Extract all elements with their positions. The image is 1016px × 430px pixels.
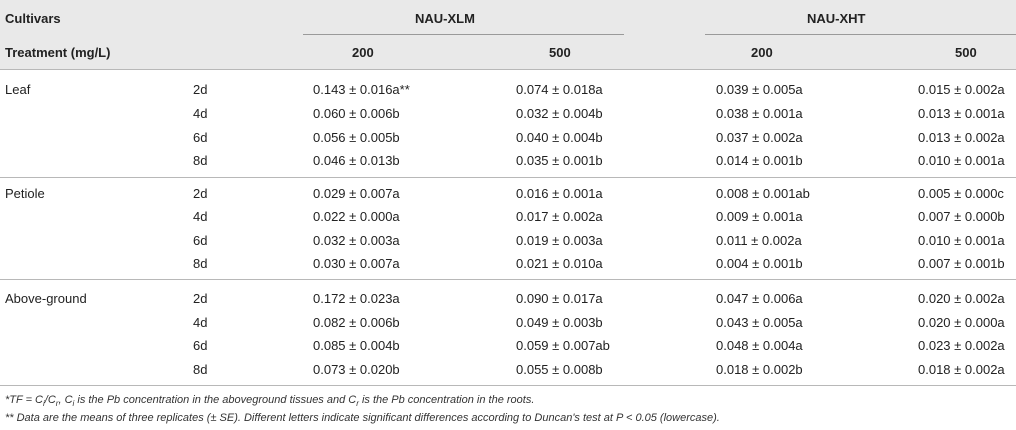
cell-value: 0.143 ± 0.016a** <box>313 82 410 97</box>
cell-value: 0.007 ± 0.000b <box>918 209 1005 224</box>
treatment-header: Treatment (mg/L) <box>5 45 111 60</box>
cell-value: 0.060 ± 0.006b <box>313 106 400 121</box>
group-header-nau-xht: NAU-XHT <box>807 11 866 26</box>
cultivars-header: Cultivars <box>5 11 61 26</box>
conc-header-xlm-500: 500 <box>549 45 571 60</box>
cell-value: 0.017 ± 0.002a <box>516 209 603 224</box>
cell-value: 0.013 ± 0.001a <box>918 106 1005 121</box>
cell-value: 0.039 ± 0.005a <box>716 82 803 97</box>
cell-value: 0.014 ± 0.001b <box>716 153 803 168</box>
cell-value: 0.032 ± 0.004b <box>516 106 603 121</box>
row-day: 4d <box>193 209 208 224</box>
row-day: 2d <box>193 186 208 201</box>
cell-value: 0.005 ± 0.000c <box>918 186 1004 201</box>
cell-value: 0.090 ± 0.017a <box>516 291 603 306</box>
row-day: 6d <box>193 338 208 353</box>
cell-value: 0.049 ± 0.003b <box>516 315 603 330</box>
cell-value: 0.047 ± 0.006a <box>716 291 803 306</box>
cell-value: 0.043 ± 0.005a <box>716 315 803 330</box>
cell-value: 0.021 ± 0.010a <box>516 256 603 271</box>
group-label-leaf: Leaf <box>5 82 31 97</box>
cell-value: 0.040 ± 0.004b <box>516 130 603 145</box>
group-divider-1 <box>0 177 1016 178</box>
cell-value: 0.038 ± 0.001a <box>716 106 803 121</box>
group-underline-xlm <box>303 34 624 35</box>
row-day: 6d <box>193 130 208 145</box>
row-day: 8d <box>193 256 208 271</box>
cell-value: 0.029 ± 0.007a <box>313 186 400 201</box>
cell-value: 0.020 ± 0.002a <box>918 291 1005 306</box>
row-day: 2d <box>193 291 208 306</box>
row-day: 4d <box>193 315 208 330</box>
cell-value: 0.020 ± 0.000a <box>918 315 1005 330</box>
cell-value: 0.059 ± 0.007ab <box>516 338 610 353</box>
cell-value: 0.082 ± 0.006b <box>313 315 400 330</box>
cell-value: 0.032 ± 0.003a <box>313 233 400 248</box>
cell-value: 0.015 ± 0.002a <box>918 82 1005 97</box>
group-label-petiole: Petiole <box>5 186 45 201</box>
cell-value: 0.007 ± 0.001b <box>918 256 1005 271</box>
group-divider-2 <box>0 279 1016 280</box>
cell-value: 0.055 ± 0.008b <box>516 362 603 377</box>
footnote-tf-definition: $*TF = C_i/C_r$, $C_i$ is the Pb concentration in the aboveground tissues and $C_r$ is the Pb concentration in the roots. <box>5 394 535 409</box>
cell-value: 0.073 ± 0.020b <box>313 362 400 377</box>
cell-value: 0.074 ± 0.018a <box>516 82 603 97</box>
group-label-above-ground: Above-ground <box>5 291 87 306</box>
cell-value: 0.019 ± 0.003a <box>516 233 603 248</box>
row-day: 4d <box>193 106 208 121</box>
cell-value: 0.048 ± 0.004a <box>716 338 803 353</box>
cell-value: 0.011 ± 0.002a <box>716 233 802 248</box>
cell-value: 0.030 ± 0.007a <box>313 256 400 271</box>
cell-value: 0.023 ± 0.002a <box>918 338 1005 353</box>
row-day: 6d <box>193 233 208 248</box>
cell-value: 0.009 ± 0.001a <box>716 209 803 224</box>
cell-value: 0.008 ± 0.001ab <box>716 186 810 201</box>
conc-header-xlm-200: 200 <box>352 45 374 60</box>
row-day: 2d <box>193 82 208 97</box>
table-bottom-divider <box>0 385 1016 386</box>
cell-value: 0.056 ± 0.005b <box>313 130 400 145</box>
group-header-nau-xlm: NAU-XLM <box>415 11 475 26</box>
conc-header-xht-500: 500 <box>955 45 977 60</box>
group-underline-xht <box>705 34 1016 35</box>
cell-value: 0.010 ± 0.001a <box>918 153 1005 168</box>
cell-value: 0.013 ± 0.002a <box>918 130 1005 145</box>
row-day: 8d <box>193 153 208 168</box>
header-divider <box>0 69 1016 70</box>
cell-value: 0.037 ± 0.002a <box>716 130 803 145</box>
cell-value: 0.018 ± 0.002b <box>716 362 803 377</box>
cell-value: 0.010 ± 0.001a <box>918 233 1005 248</box>
cell-value: 0.046 ± 0.013b <box>313 153 400 168</box>
row-day: 8d <box>193 362 208 377</box>
footnote-data-note: ** Data are the means of three replicates (± SE). Different letters indicate significant differences according to Duncan's test at P < 0.05 (lowercase). <box>5 412 720 424</box>
cell-value: 0.004 ± 0.001b <box>716 256 803 271</box>
conc-header-xht-200: 200 <box>751 45 773 60</box>
cell-value: 0.085 ± 0.004b <box>313 338 400 353</box>
cell-value: 0.022 ± 0.000a <box>313 209 400 224</box>
cell-value: 0.018 ± 0.002a <box>918 362 1005 377</box>
cell-value: 0.035 ± 0.001b <box>516 153 603 168</box>
cell-value: 0.172 ± 0.023a <box>313 291 400 306</box>
cell-value: 0.016 ± 0.001a <box>516 186 603 201</box>
